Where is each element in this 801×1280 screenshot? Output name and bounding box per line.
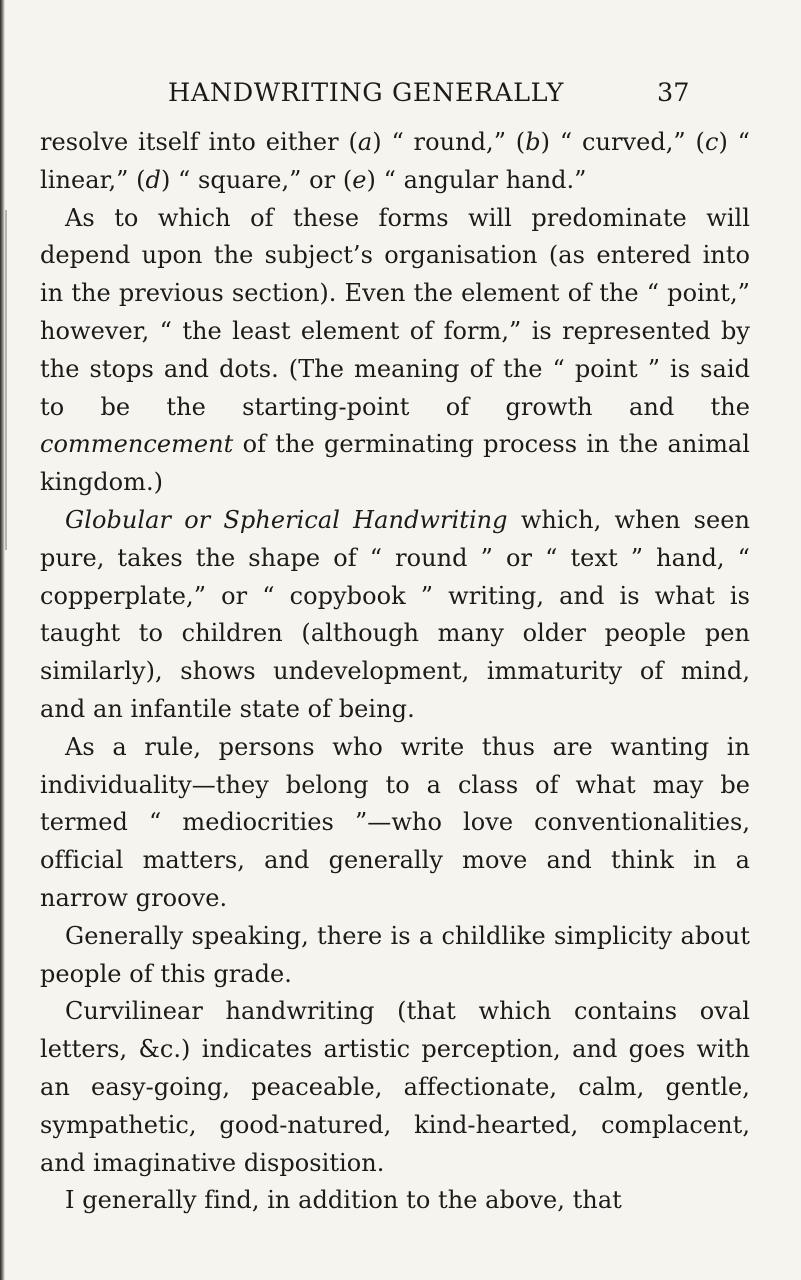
text-segment: As to which of these forms will predominate will depend upon the subject’s organisation (as entered into in the previous section). Even the element of the “ point,” however, “ the least element of form,” is represented by the stops and dots. (The meaning of the “ point ” is said to be the starting-point of growth and the [40, 203, 750, 421]
italic-heading: Globular or Spherical Handwriting [65, 505, 508, 534]
paragraph-rule: As a rule, persons who write thus are wanting in individuality—they belong to a class of what may be termed “ mediocrities ”—who love conventionalities, official matters, and generally move and think in a narrow groove. [40, 732, 750, 912]
text-segment: ) “ angular hand.” [366, 165, 587, 194]
text-segment: ) “ round,” ( [372, 128, 526, 156]
text-segment: resolve itself into either ( [40, 128, 358, 156]
italic-letter: a [357, 128, 373, 156]
running-title: HANDWRITING GENERALLY [168, 78, 564, 108]
book-page [40, 0, 750, 1220]
text-segment: ) “ square,” or ( [160, 165, 353, 194]
paragraph-addition: I generally find, in addition to the above, that [65, 1186, 622, 1215]
paragraph-predominate [40, 200, 750, 502]
page-header [40, 0, 750, 124]
italic-letter: e [352, 165, 367, 194]
paragraph-globular [40, 502, 750, 729]
page-number: 37 [657, 78, 690, 108]
text-segment: of the germinating process in the animal kingdom.) [40, 430, 750, 497]
page-edge-shadow [0, 0, 5, 1280]
page-edge-shadow-inner [5, 210, 7, 550]
paragraph-forms-list [40, 124, 750, 200]
italic-term: commencement [40, 430, 234, 459]
text-segment: ) “ linear,” ( [40, 128, 750, 194]
text-segment: which, when seen pure, takes the shape of “ round ” or “ text ” hand, “ copperplate,” or “ copybook ” writing, and is what is taught to children (although many older people pen similarly), shows undevelopment, immaturity of mind, and an infantile state of being. [40, 505, 750, 723]
paragraph-curvilinear: Curvilinear handwriting (that which contains oval letters, &c.) indicates artistic perception, and goes with an easy-going, peaceable, affectionate, calm, gentle, sympathetic, good-natured, kind-hearted, complacent, and imaginative disposition. [40, 997, 750, 1177]
italic-letter: b [525, 128, 541, 156]
italic-letter: d [145, 165, 161, 194]
paragraph-simplicity: Generally speaking, there is a childlike simplicity about people of this grade. [40, 921, 750, 988]
italic-letter: c [704, 128, 719, 156]
page-body [40, 124, 750, 1220]
text-segment: ) “ curved,” ( [540, 128, 705, 156]
